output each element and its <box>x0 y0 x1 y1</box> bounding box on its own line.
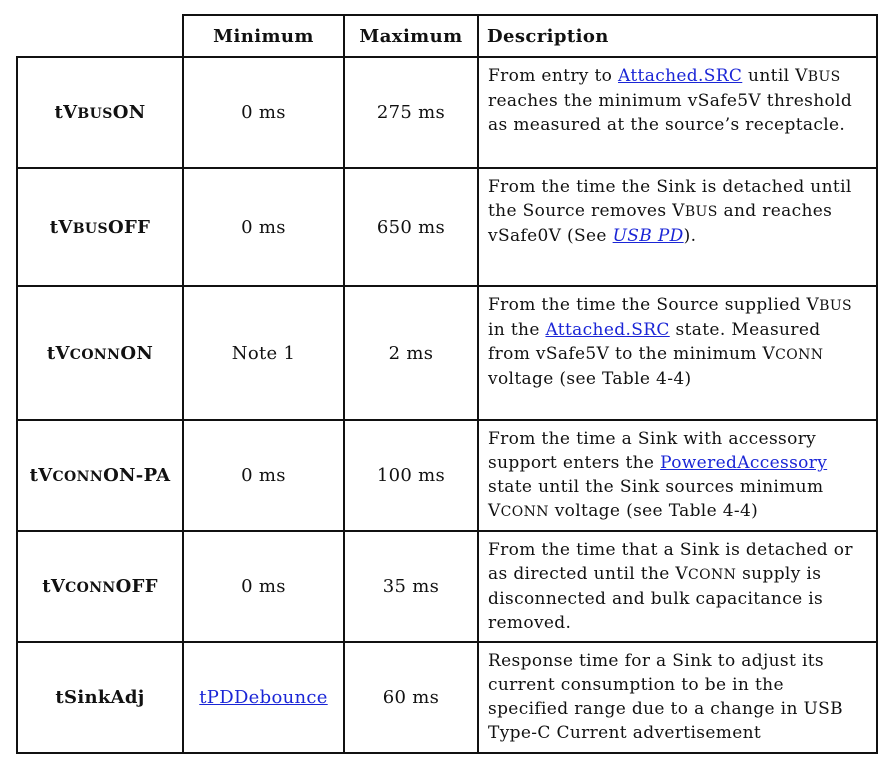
parameter-name <box>17 420 183 531</box>
description-text: voltage (see Table 4-4) <box>488 369 692 389</box>
parameter-name-suffix: OFF <box>108 216 151 238</box>
description-smallcaps: CONN <box>500 504 549 520</box>
description-text: reaches the minimum vSafe5V threshold as measured at the source’s receptacle. <box>488 91 853 135</box>
description-text: From the time a Sink with accessory support enters the <box>488 429 817 473</box>
description-text: ). <box>683 226 697 246</box>
parameter-name-smallcaps: CONN <box>65 580 116 596</box>
parameter-name-suffix: OFF <box>115 576 158 597</box>
description-smallcaps: BUS <box>684 204 718 220</box>
description-text: and reaches vSafe0V (See <box>488 201 833 246</box>
description-text: state. Measured from vSafe5V to the minimum V <box>488 320 821 364</box>
parameter-name-suffix: ON <box>120 342 154 364</box>
parameter-name-prefix: tV <box>46 342 70 364</box>
parameter-name-prefix: tV <box>49 216 73 238</box>
parameter-name <box>17 286 183 420</box>
parameter-name <box>17 57 183 168</box>
table-row <box>17 168 877 286</box>
parameter-name-prefix: tV <box>29 465 53 486</box>
parameter-name-smallcaps: CONN <box>69 346 121 363</box>
description-smallcaps: CONN <box>775 347 824 363</box>
maximum-value: 2 ms <box>344 286 478 420</box>
description-text: From the time the Sink is detached until the Source removes V <box>488 177 852 221</box>
description-cell <box>478 420 877 531</box>
description-smallcaps: CONN <box>688 567 737 583</box>
tpddebounce-link[interactable]: tPDDebounce <box>199 687 328 708</box>
minimum-value: 0 ms <box>183 57 344 168</box>
parameter-name-smallcaps: BUS <box>72 220 109 237</box>
description-cell <box>478 57 877 168</box>
attached-src-link[interactable]: Attached.SRC <box>618 66 743 86</box>
description-cell <box>478 286 877 420</box>
powered-accessory-link[interactable]: PoweredAccessory <box>660 453 828 473</box>
parameter-name-suffix: ON <box>112 102 146 123</box>
description-cell <box>478 531 877 642</box>
timing-parameters-table <box>16 14 878 754</box>
description-cell <box>478 168 877 286</box>
description-text: state until the Sink sources minimum V <box>488 477 824 521</box>
maximum-value: 650 ms <box>344 168 478 286</box>
table-header-row <box>17 15 877 57</box>
header-maximum: Maximum <box>344 15 478 57</box>
description-text: until V <box>742 66 808 86</box>
maximum-value: 35 ms <box>344 531 478 642</box>
parameter-name-smallcaps: CONN <box>52 469 104 485</box>
table-row <box>17 531 877 642</box>
description-text: From the time the Source supplied V <box>488 295 820 315</box>
minimum-value: Note 1 <box>183 286 344 420</box>
maximum-value: 275 ms <box>344 57 478 168</box>
maximum-value: 60 ms <box>344 642 478 753</box>
parameter-name-smallcaps: BUS <box>77 106 113 122</box>
parameter-name-prefix: tV <box>42 576 66 597</box>
parameter-name <box>17 168 183 286</box>
description-text: voltage (see Table 4-4) <box>548 501 759 521</box>
parameter-name-prefix: tV <box>54 102 78 123</box>
minimum-value: 0 ms <box>183 420 344 531</box>
description-cell: Response time for a Sink to adjust its current consumption to be in the specified range due to a change in USB Type-C Current advertisement <box>478 642 877 753</box>
description-text: in the <box>488 320 546 340</box>
parameter-name: tSinkAdj <box>17 642 183 753</box>
description-text: From entry to <box>488 66 619 86</box>
header-description: Description <box>478 15 877 57</box>
attached-src-link[interactable]: Attached.SRC <box>545 320 670 340</box>
maximum-value: 100 ms <box>344 420 478 531</box>
description-smallcaps: BUS <box>807 69 841 85</box>
minimum-value: 0 ms <box>183 168 344 286</box>
table-row <box>17 642 877 753</box>
minimum-value <box>183 642 344 753</box>
header-minimum: Minimum <box>183 15 344 57</box>
header-blank-cell <box>17 15 183 57</box>
description-text: supply is disconnected and bulk capacitance is removed. <box>488 564 824 633</box>
table-row <box>17 286 877 420</box>
parameter-name <box>17 531 183 642</box>
table-row <box>17 420 877 531</box>
usb-pd-link[interactable]: USB PD <box>612 226 684 246</box>
description-text: From the time that a Sink is detached or as directed until the V <box>488 540 853 584</box>
parameter-name-suffix: ON-PA <box>103 465 171 486</box>
description-smallcaps: BUS <box>819 298 853 314</box>
minimum-value: 0 ms <box>183 531 344 642</box>
table-row <box>17 57 877 168</box>
